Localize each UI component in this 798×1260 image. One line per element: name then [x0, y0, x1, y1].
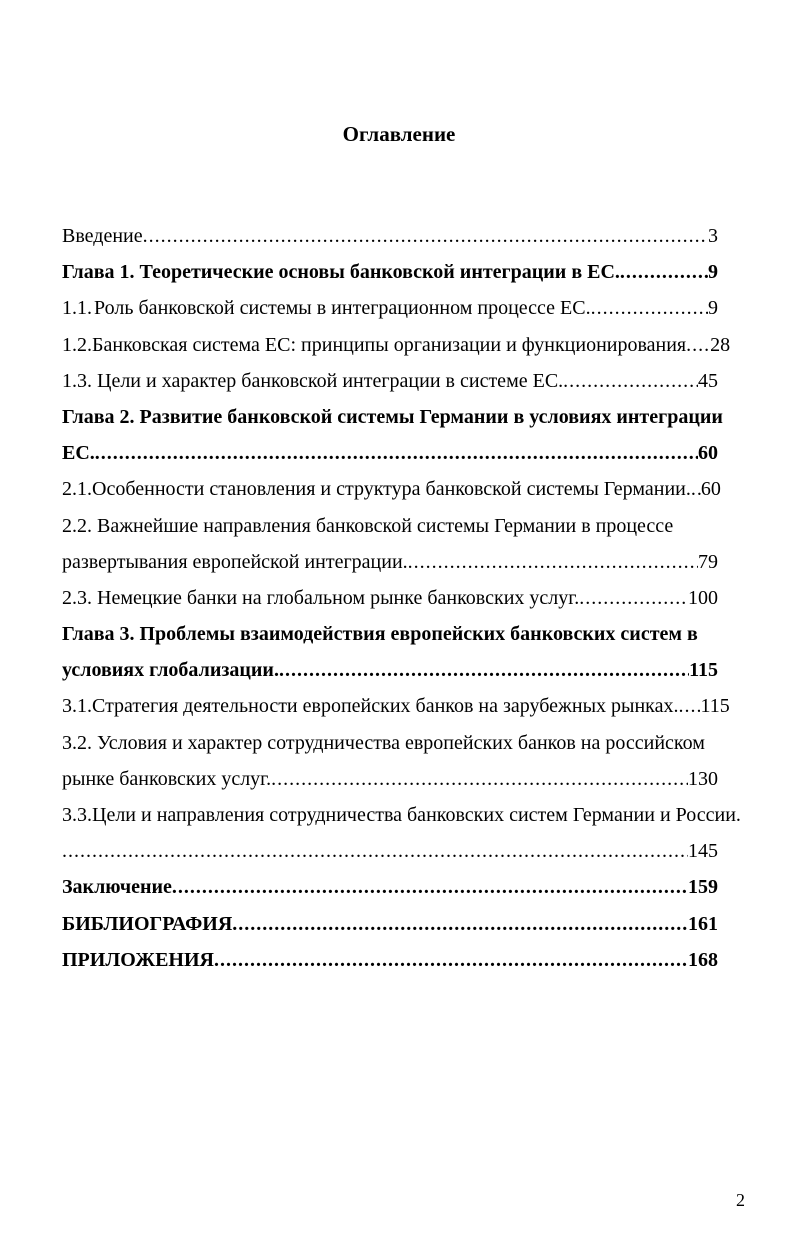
- toc-entry-page: 115: [689, 659, 718, 682]
- toc-entry-3-3-line1[interactable]: [62, 797, 741, 833]
- table-of-contents: [62, 218, 741, 978]
- toc-entry-3-2-line1[interactable]: [62, 725, 718, 761]
- toc-entry-chapter-1[interactable]: [62, 254, 718, 290]
- toc-entry-page: 100: [688, 586, 718, 609]
- toc-entry-3-1[interactable]: [62, 688, 730, 724]
- toc-entry-bibliography[interactable]: [62, 906, 718, 942]
- toc-entry-1-3[interactable]: [62, 363, 718, 399]
- toc-entry-3-3[interactable]: [62, 833, 718, 869]
- toc-entry-text: 2.2. Важнейшие направления банковской системы Германии в процессе: [62, 514, 674, 537]
- toc-entry-appendices[interactable]: [62, 942, 718, 978]
- dot-leader: [143, 218, 708, 254]
- toc-entry-page: 168: [688, 948, 718, 971]
- dot-leader: [563, 363, 698, 399]
- toc-entry-text: развертывания европейской интеграции.: [62, 550, 408, 573]
- toc-entry-page: 145: [688, 840, 718, 863]
- toc-entry-page: 115: [700, 695, 730, 718]
- toc-entry-text: 1.2.Банковская система ЕС: принципы организации и функционирования: [62, 333, 687, 356]
- toc-entry-page: 79: [698, 550, 718, 573]
- toc-entry-chapter-3-line1[interactable]: [62, 616, 718, 652]
- toc-entry-page: 130: [688, 767, 718, 790]
- toc-entry-text: рынке банковских услуг.: [62, 767, 272, 790]
- toc-entry-chapter-2-line1[interactable]: [62, 399, 723, 435]
- toc-entry-text: ПРИЛОЖЕНИЯ: [62, 948, 214, 971]
- toc-entry-chapter-2[interactable]: [62, 435, 718, 471]
- toc-entry-2-3[interactable]: [62, 580, 718, 616]
- dot-leader: [279, 652, 689, 688]
- toc-entry-2-1[interactable]: [62, 471, 721, 507]
- dot-leader: [232, 906, 688, 942]
- toc-entry-page: 9: [708, 261, 718, 284]
- dot-leader: [408, 544, 698, 580]
- toc-entry-2-2[interactable]: [62, 544, 718, 580]
- toc-entry-text: Введение: [62, 225, 143, 247]
- toc-entry-1-1[interactable]: [62, 290, 718, 326]
- dot-leader: [691, 471, 701, 507]
- toc-entry-text: Заключение: [62, 876, 172, 899]
- toc-entry-page: 9: [708, 297, 718, 320]
- toc-entry-number: 1.1.: [62, 297, 92, 320]
- toc-entry-text: 3.2. Условия и характер сотрудничества европейских банков на российском: [62, 731, 705, 754]
- toc-entry-3-2[interactable]: [62, 761, 718, 797]
- toc-entry-text: условиях глобализации.: [62, 659, 279, 682]
- toc-entry-text: 2.3. Немецкие банки на глобальном рынке банковских услуг.: [62, 586, 580, 609]
- dot-leader: [579, 580, 688, 616]
- toc-entry-2-2-line1[interactable]: [62, 508, 718, 544]
- dot-leader: [620, 254, 708, 290]
- toc-entry-page: 60: [698, 442, 718, 465]
- toc-title: Оглавление: [342, 122, 456, 146]
- dot-leader: [678, 688, 700, 724]
- page-number: 2: [736, 1190, 745, 1210]
- toc-entry-text: 3.1.Стратегия деятельности европейских банков на зарубежных рынках.: [62, 695, 679, 718]
- toc-entry-page: 3: [708, 225, 718, 247]
- toc-entry-introduction[interactable]: [62, 218, 718, 254]
- toc-entry-conclusion[interactable]: [62, 869, 718, 905]
- toc-entry-page: 161: [688, 912, 718, 935]
- toc-entry-page: 60: [700, 478, 721, 501]
- toc-entry-page: 159: [688, 876, 718, 899]
- toc-entry-text: 2.1.Особенности становления и структура банковской системы Германии.: [62, 478, 691, 501]
- toc-entry-text: Глава 3. Проблемы взаимодействия европейских банковских систем в: [62, 623, 698, 646]
- toc-entry-text: 3.3.Цели и направления сотрудничества банковских систем Германии и России.: [62, 804, 741, 826]
- dot-leader: [172, 869, 688, 905]
- dot-leader: [591, 290, 708, 326]
- toc-entry-text: 1.3. Цели и характер банковской интеграции в системе ЕС.: [62, 369, 564, 392]
- toc-entry-page: 28: [710, 333, 731, 356]
- toc-entry-text: Роль банковской системы в интеграционном процессе ЕС.: [94, 297, 591, 320]
- dot-leader: [214, 942, 688, 978]
- dot-leader: [95, 435, 698, 471]
- dot-leader: [62, 833, 688, 869]
- toc-entry-text: Глава 1. Теоретические основы банковской интеграции в ЕС.: [62, 261, 620, 284]
- dot-leader: [686, 327, 710, 363]
- toc-entry-1-2[interactable]: [62, 327, 731, 363]
- toc-entry-text: ЕС.: [62, 442, 95, 465]
- toc-entry-text: Глава 2. Развитие банковской системы Германии в условиях интеграции: [62, 405, 723, 428]
- toc-entry-text: БИБЛИОГРАФИЯ: [62, 912, 233, 935]
- dot-leader: [271, 761, 688, 797]
- toc-entry-page: 45: [698, 369, 718, 392]
- toc-entry-chapter-3[interactable]: [62, 652, 718, 688]
